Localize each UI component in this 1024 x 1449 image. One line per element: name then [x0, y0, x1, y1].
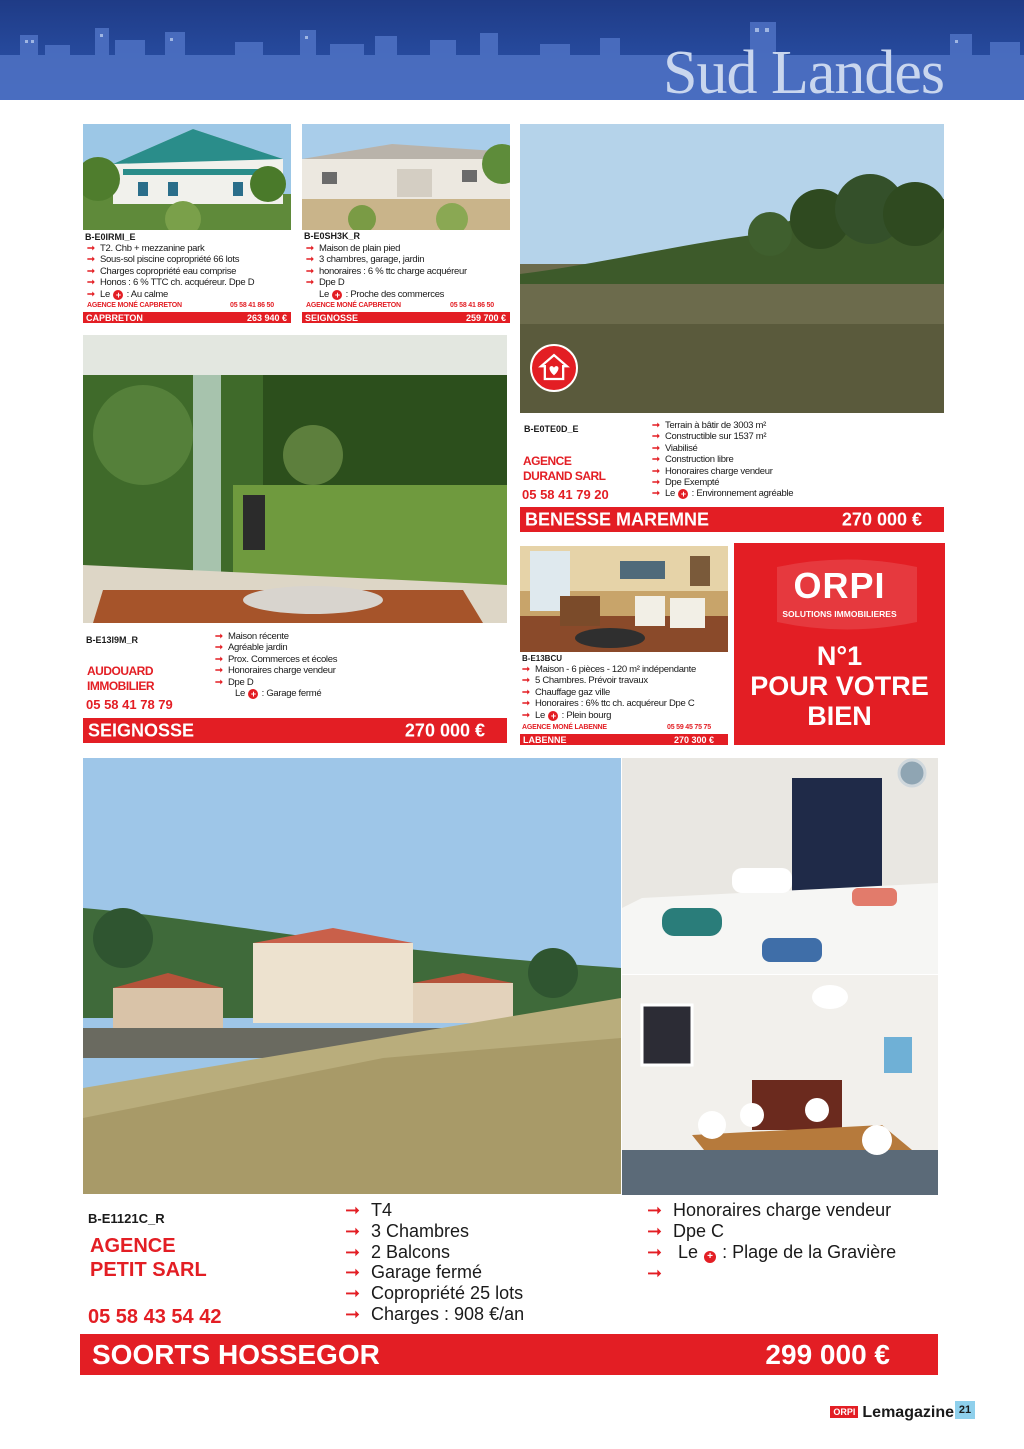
page-title: Sud Landes	[662, 39, 944, 100]
arrow-right-icon: ➞	[522, 675, 530, 687]
arrow-right-icon: ➞	[647, 1241, 663, 1262]
arrow-right-icon: ➞	[87, 277, 95, 289]
agency-name: AGENCE MONÉ LABENNE	[522, 724, 607, 731]
price-bar	[302, 312, 510, 323]
arrow-right-icon: ➞	[215, 676, 223, 688]
price-bar	[83, 718, 507, 743]
feature-item: ➞ Copropriété 25 lots	[345, 1283, 524, 1304]
price-label: 299 000 €	[765, 1338, 890, 1370]
price-bar	[80, 1334, 938, 1375]
price-bar	[83, 312, 291, 323]
agency-phone: 05 58 41 79 20	[522, 487, 609, 502]
listing-photo-hossegor-bedroom	[622, 758, 938, 974]
agency-phone: 05 58 41 78 79	[86, 697, 173, 712]
agency-phone: 05 58 43 54 42	[88, 1306, 222, 1328]
arrow-right-icon: ➞	[522, 686, 530, 698]
listing-features	[87, 243, 297, 300]
city-label: LABENNE	[523, 734, 567, 745]
feature-item: ➞ 3 Chambres	[345, 1220, 470, 1241]
feature-item: ➞ Maison - 6 pièces - 120 m² indépendante	[522, 664, 696, 675]
footer-brand	[830, 1404, 954, 1422]
feature-item: ➞ Chauffage gaz ville	[522, 686, 610, 698]
feature-item: ➞ Honoraires charge vendeur	[215, 665, 336, 677]
arrow-right-icon: ➞	[87, 265, 95, 277]
arrow-right-icon: ➞	[87, 254, 95, 266]
arrow-right-icon: ➞	[522, 698, 530, 710]
listing-features	[522, 664, 734, 721]
feature-item: ➞ Dpe C	[647, 1220, 725, 1241]
agency-phone: 05 59 45 75 75	[667, 724, 711, 731]
arrow-right-icon: ➞	[647, 1200, 663, 1220]
arrow-right-icon: ➞	[652, 465, 660, 477]
feature-item: ➞ Terrain à bâtir de 3003 m²	[652, 420, 766, 431]
feature-item: ➞ Maison récente	[215, 631, 289, 642]
listing-features	[652, 420, 942, 500]
listing-ref: B-E13BCU	[522, 654, 563, 663]
price-label: 263 940 €	[246, 312, 287, 323]
arrow-right-icon: ➞	[87, 288, 95, 300]
listing-features-extra	[647, 1200, 937, 1283]
arrow-right-icon: ➞	[647, 1220, 663, 1241]
agency-name: AGENCE MONÉ CAPBRETON	[87, 302, 182, 309]
feature-item: ➞ T4	[345, 1200, 393, 1220]
city-label: SEIGNOSSE	[305, 312, 359, 323]
listing-photo-seignosse-garden	[83, 335, 507, 623]
listing-photo-hossegor-dining	[622, 975, 938, 1195]
listing-photo-labenne	[520, 546, 728, 652]
listing-features	[215, 631, 505, 699]
page-number: 21	[955, 1401, 975, 1419]
arrow-right-icon: ➞	[345, 1262, 361, 1283]
price-bar	[520, 507, 944, 532]
feature-item: ➞ honoraires : 6 % ttc charge acquéreur	[306, 265, 467, 277]
plus-circle-icon: +	[248, 689, 258, 699]
listing-photo-capbreton	[83, 124, 291, 230]
plus-circle-icon: +	[548, 711, 558, 721]
arrow-right-icon: ➞	[652, 488, 660, 500]
arrow-right-icon: ➞	[345, 1303, 361, 1324]
feature-item: ➞ Honos : 6 % TTC ch. acquéreur. Dpe D	[87, 277, 255, 289]
city-label: CAPBRETON	[86, 312, 143, 323]
price-label: 270 300 €	[673, 734, 714, 745]
feature-item: ➞ Dpe D	[306, 277, 345, 289]
feature-item: ➞ Le + : Plein bourg	[522, 709, 612, 721]
plus-circle-icon: +	[332, 290, 342, 300]
house-heart-icon	[530, 344, 578, 392]
price-label: 270 000 €	[841, 509, 922, 529]
arrow-right-icon: ➞	[87, 243, 95, 254]
feature-item: ➞ Viabilisé	[652, 442, 698, 454]
price-label: 270 000 €	[404, 720, 485, 740]
feature-item: ➞ Garage fermé	[345, 1262, 483, 1283]
plus-circle-icon: +	[704, 1251, 716, 1263]
arrow-right-icon: ➞	[215, 642, 223, 654]
feature-item: ➞ 5 Chambres. Prévoir travaux	[522, 675, 648, 687]
agency-phone: 05 58 41 86 50	[450, 302, 494, 309]
agency-name: AGENCE PETIT SARL	[90, 1235, 207, 1281]
city-label: SOORTS HOSSEGOR	[92, 1338, 380, 1370]
arrow-right-icon: ➞	[652, 431, 660, 443]
price-label: 259 700 €	[465, 312, 506, 323]
header-banner	[0, 0, 1024, 100]
agency-name: AGENCE MONÉ CAPBRETON	[306, 302, 401, 309]
listing-photo-seignosse-small	[302, 124, 510, 230]
listing-features	[306, 243, 516, 300]
listing-photo-hossegor-dunes	[83, 758, 621, 1194]
feature-item: ➞ Le + : Au calme	[87, 288, 169, 300]
feature-item: ➞ Charges : 908 €/an	[345, 1303, 525, 1324]
orpi-slogan: N°1 POUR VOTRE BIEN	[750, 641, 929, 731]
feature-item: ➞ T2. Chb + mezzanine park	[87, 243, 205, 254]
feature-item: ➞ Dpe Exempté	[652, 477, 720, 489]
arrow-right-icon: ➞	[652, 442, 660, 454]
arrow-right-icon: ➞	[647, 1262, 663, 1283]
feature-item: ➞ Agréable jardin	[215, 642, 288, 654]
arrow-right-icon: ➞	[345, 1241, 361, 1262]
arrow-right-icon: ➞	[345, 1283, 361, 1304]
arrow-right-icon: ➞	[652, 477, 660, 489]
feature-item: ➞ 3 chambres, garage, jardin	[306, 254, 425, 266]
feature-item: ➞ Prox. Commerces et écoles	[215, 653, 338, 665]
listing-ref: B-E0SH3K_R	[304, 231, 361, 241]
orpi-tagline: SOLUTIONS IMMOBILIERES	[782, 609, 897, 619]
arrow-right-icon: ➞	[215, 665, 223, 677]
feature-item: Le + : Proche des commerces	[319, 288, 445, 300]
arrow-right-icon: ➞	[522, 664, 530, 675]
feature-item: ➞ 2 Balcons	[345, 1241, 451, 1262]
listing-ref: B-E0IRMI_E	[85, 232, 136, 242]
arrow-right-icon: ➞	[306, 254, 314, 266]
city-label: BENESSE MAREMNE	[525, 509, 710, 529]
orpi-brand-name: ORPI	[793, 565, 886, 606]
plus-circle-icon: +	[678, 489, 688, 499]
arrow-right-icon: ➞	[652, 420, 660, 431]
arrow-right-icon: ➞	[522, 709, 530, 721]
feature-item: ➞ Honoraires : 6% ttc ch. acquéreur Dpe C	[522, 698, 695, 710]
feature-item: ➞ Honoraires charge vendeur	[647, 1200, 892, 1220]
arrow-right-icon: ➞	[652, 454, 660, 466]
listing-ref: B-E0TE0D_E	[524, 424, 579, 434]
agency-name: AUDOUARD IMMOBILIER	[87, 664, 154, 693]
feature-item: Le + : Garage fermé	[235, 688, 322, 700]
feature-item: ➞ Le + : Plage de la Gravière	[647, 1241, 897, 1262]
city-label: SEIGNOSSE	[88, 720, 195, 740]
listing-features	[345, 1200, 635, 1325]
feature-item: ➞ Dpe D	[215, 676, 254, 688]
arrow-right-icon: ➞	[306, 265, 314, 277]
feature-item: ➞ Constructible sur 1537 m²	[652, 431, 767, 443]
price-bar	[520, 734, 728, 745]
feature-item: ➞ Le + : Environnement agréable	[652, 488, 794, 500]
agency-phone: 05 58 41 86 50	[230, 302, 274, 309]
orpi-promo-box	[734, 543, 945, 745]
orpi-footer-logo: ORPI	[830, 1406, 858, 1418]
listing-ref: B-E1121C_R	[88, 1211, 165, 1226]
feature-item: ➞ Honoraires charge vendeur	[652, 465, 773, 477]
agency-name: AGENCE DURAND SARL	[523, 454, 606, 483]
feature-item: ➞ Maison de plain pied	[306, 243, 401, 254]
listing-ref: B-E13I9M_R	[86, 635, 139, 645]
arrow-right-icon: ➞	[306, 243, 314, 254]
feature-item: ➞ Construction libre	[652, 454, 734, 466]
plus-circle-icon: +	[113, 290, 123, 300]
feature-item	[647, 1263, 937, 1284]
feature-item: ➞ Sous-sol piscine copropriété 66 lots	[87, 254, 240, 266]
arrow-right-icon: ➞	[306, 277, 314, 289]
arrow-right-icon: ➞	[215, 631, 223, 642]
magazine-name: Lemagazine	[862, 1404, 954, 1421]
arrow-right-icon: ➞	[345, 1200, 361, 1220]
feature-item: ➞ Charges copropriété eau comprise	[87, 265, 237, 277]
arrow-right-icon: ➞	[345, 1220, 361, 1241]
listing-photo-benesse	[520, 124, 944, 413]
arrow-right-icon: ➞	[215, 653, 223, 665]
